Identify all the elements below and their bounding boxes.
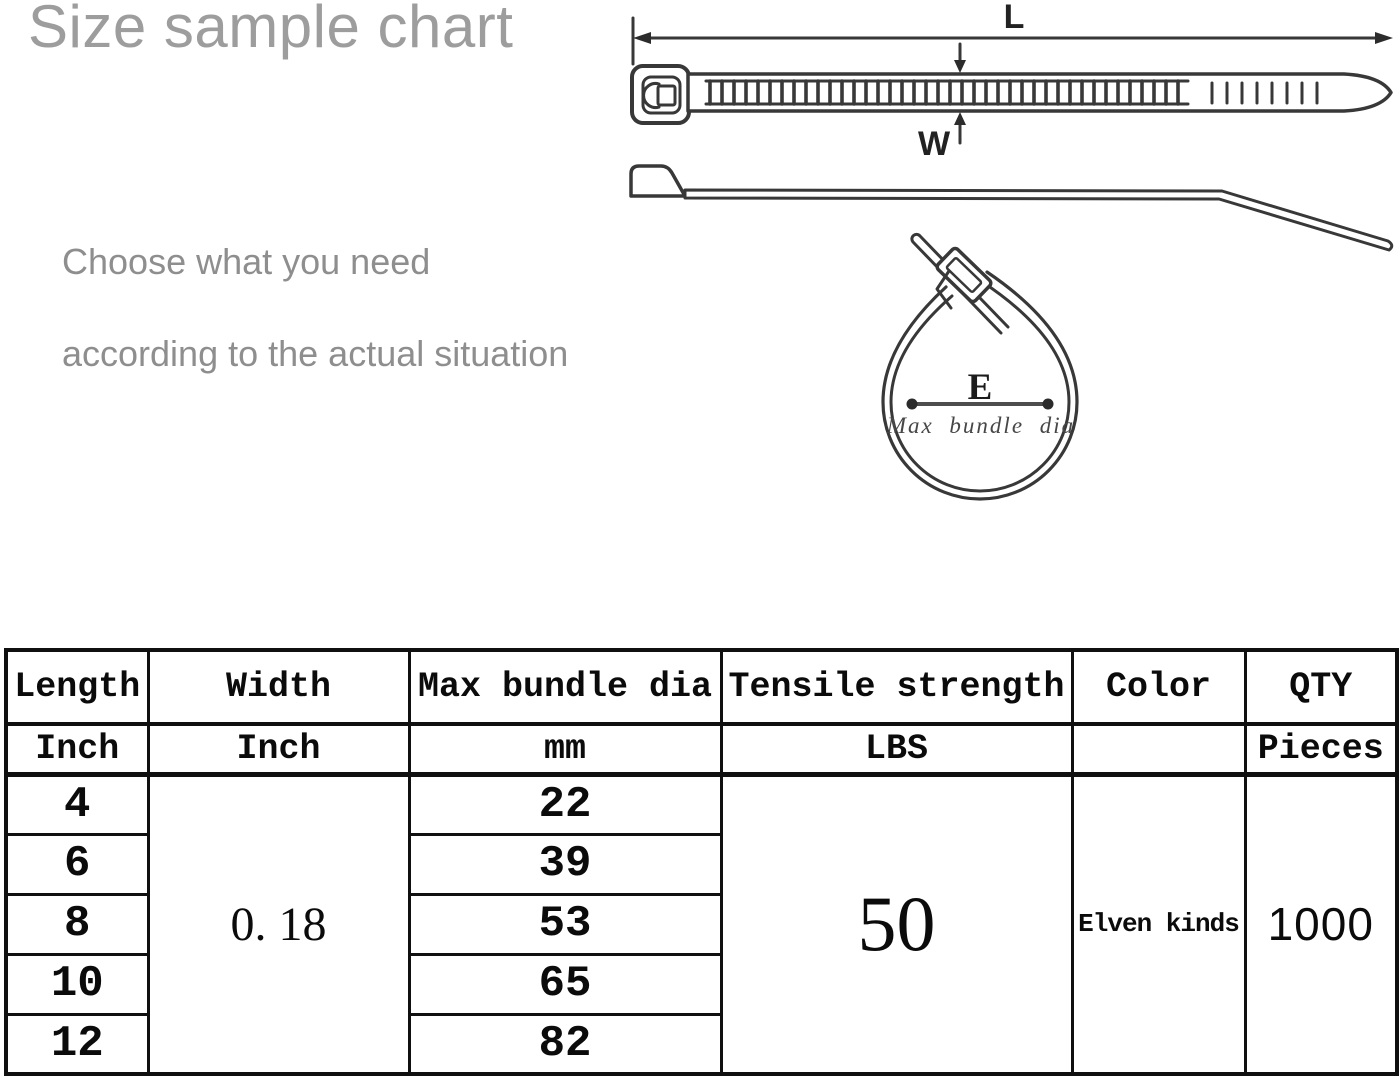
tie-side-view [631, 166, 1392, 250]
dia-value: 39 [409, 834, 721, 894]
side-head [631, 166, 685, 196]
page-title: Size sample chart [28, 0, 514, 60]
col-header-width: Width [148, 650, 409, 724]
loop-head-outer [936, 247, 993, 303]
dia-value: 22 [409, 774, 721, 834]
bundle-dia-label: E [967, 367, 993, 408]
unit-dia: mm [409, 724, 721, 774]
size-table-body [6, 774, 1397, 1074]
e-dot-left [907, 399, 918, 410]
loop-head [936, 247, 993, 303]
l-arrow-right [1375, 32, 1393, 44]
unit-qty: Pieces [1245, 724, 1397, 774]
w-arrow-bottom [954, 112, 966, 125]
length-value: 6 [6, 834, 148, 894]
subtitle-line-1: Choose what you need [62, 241, 431, 282]
side-band [685, 190, 1392, 250]
qty-value: 1000 [1245, 774, 1397, 1074]
units-row [6, 724, 1397, 774]
length-value: 10 [6, 954, 148, 1014]
table-row [6, 774, 1397, 834]
width-value: 0. 18 [148, 774, 409, 1074]
w-arrow-top [954, 60, 966, 73]
unit-tensile: LBS [721, 724, 1072, 774]
dia-value: 53 [409, 894, 721, 954]
dia-value: 82 [409, 1014, 721, 1074]
size-table [4, 648, 1399, 1076]
size-table-head [6, 650, 1397, 774]
dia-value: 65 [409, 954, 721, 1014]
col-header-dia: Max bundle dia [409, 650, 721, 724]
l-arrow-left [633, 32, 651, 44]
width-dim-label: W [917, 125, 951, 163]
col-header-qty: QTY [1245, 650, 1397, 724]
color-value: Elven kinds [1072, 774, 1245, 1074]
bundle-dia-caption: Max bundle dia [886, 413, 1076, 438]
cable-tie-diagram [600, 0, 1399, 540]
tensile-value: 50 [721, 774, 1072, 1074]
unit-color [1072, 724, 1245, 774]
col-header-color: Color [1072, 650, 1245, 724]
col-header-tensile: Tensile strength [721, 650, 1072, 724]
length-value: 4 [6, 774, 148, 834]
tie-top-view [632, 0, 1393, 163]
e-dot-right [1043, 399, 1054, 410]
col-header-length: Length [6, 650, 148, 724]
unit-width: Inch [148, 724, 409, 774]
length-value: 8 [6, 894, 148, 954]
header-row [6, 650, 1397, 724]
unit-length: Inch [6, 724, 148, 774]
tie-loop-view [883, 234, 1077, 499]
length-dim-label: L [1003, 0, 1025, 36]
subtitle-line-2: according to the actual situation [62, 333, 569, 374]
length-value: 12 [6, 1014, 148, 1074]
